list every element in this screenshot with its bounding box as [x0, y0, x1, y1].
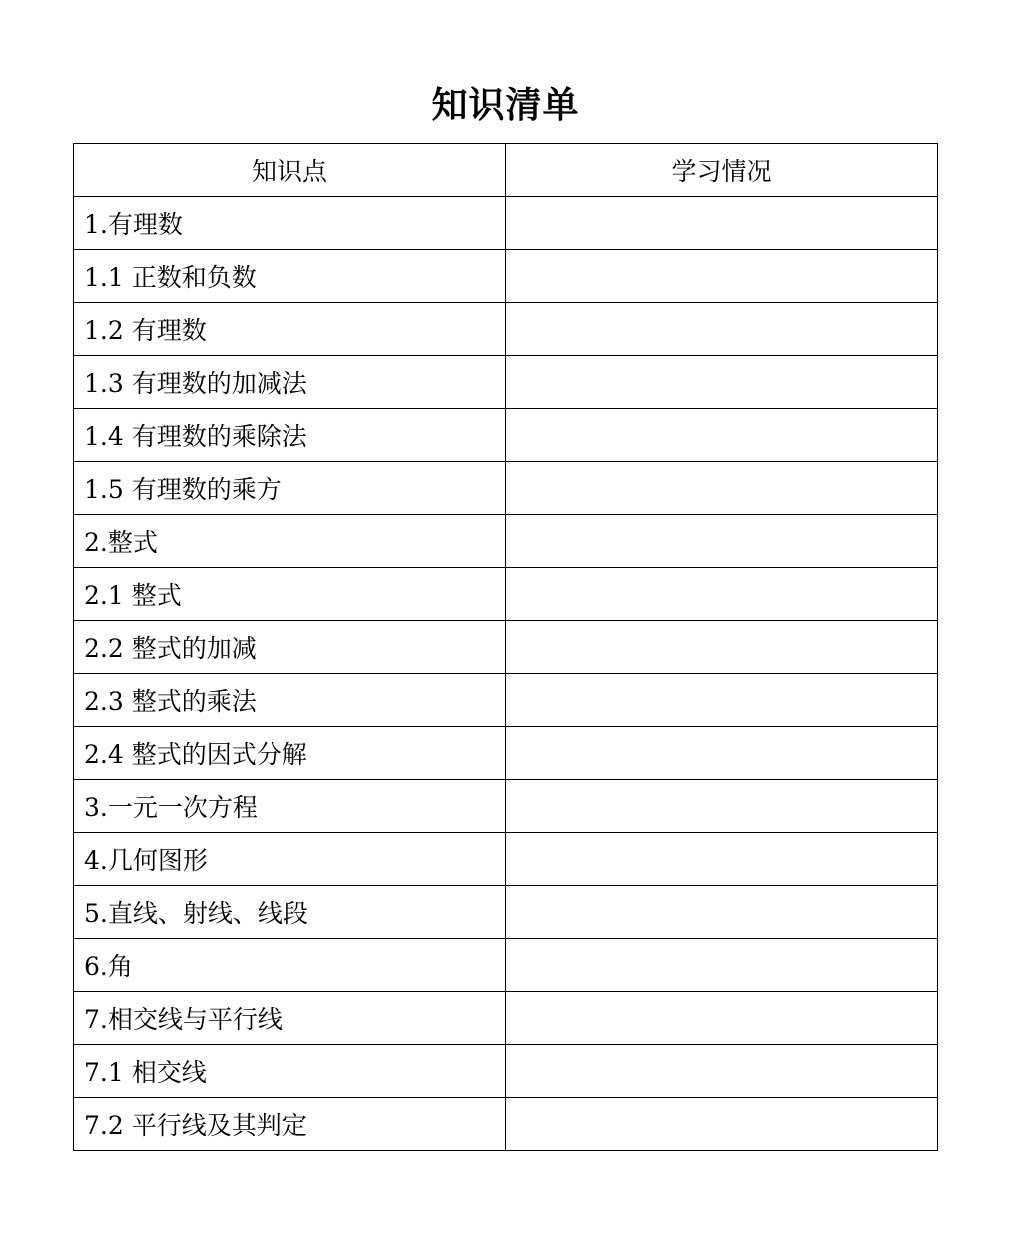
- topic-cell: 1.有理数: [74, 197, 506, 250]
- topic-cell: 2.3 整式的乘法: [74, 674, 506, 727]
- topic-cell: 2.4 整式的因式分解: [74, 727, 506, 780]
- status-cell[interactable]: [506, 356, 938, 409]
- table-row: [74, 568, 938, 621]
- status-cell[interactable]: [506, 833, 938, 886]
- table-row: [74, 674, 938, 727]
- status-cell[interactable]: [506, 250, 938, 303]
- table-row: [74, 780, 938, 833]
- topic-cell: 7.1 相交线: [74, 1045, 506, 1098]
- status-cell[interactable]: [506, 197, 938, 250]
- status-cell[interactable]: [506, 674, 938, 727]
- status-cell[interactable]: [506, 886, 938, 939]
- table-row: [74, 197, 938, 250]
- table-row: [74, 409, 938, 462]
- status-cell[interactable]: [506, 303, 938, 356]
- topic-cell: 5.直线、射线、线段: [74, 886, 506, 939]
- topic-cell: 1.3 有理数的加减法: [74, 356, 506, 409]
- table-row: [74, 356, 938, 409]
- table-row: [74, 727, 938, 780]
- topic-cell: 4.几何图形: [74, 833, 506, 886]
- topic-cell: 2.1 整式: [74, 568, 506, 621]
- table-row: [74, 1098, 938, 1151]
- table-row: [74, 939, 938, 992]
- status-cell[interactable]: [506, 992, 938, 1045]
- status-cell[interactable]: [506, 727, 938, 780]
- topic-cell: 1.5 有理数的乘方: [74, 462, 506, 515]
- topic-cell: 3.一元一次方程: [74, 780, 506, 833]
- topic-cell: 2.整式: [74, 515, 506, 568]
- status-cell[interactable]: [506, 621, 938, 674]
- topic-cell: 6.角: [74, 939, 506, 992]
- table-row: [74, 1045, 938, 1098]
- status-cell[interactable]: [506, 939, 938, 992]
- table-row: [74, 303, 938, 356]
- page-title: 知识清单: [431, 85, 580, 126]
- table-row: [74, 886, 938, 939]
- topic-cell: 1.1 正数和负数: [74, 250, 506, 303]
- table-row: [74, 992, 938, 1045]
- knowledge-checklist-table: [73, 143, 938, 1151]
- column-header-study-status: 学习情况: [506, 144, 938, 197]
- status-cell[interactable]: [506, 1045, 938, 1098]
- table-row: [74, 462, 938, 515]
- topic-cell: 1.4 有理数的乘除法: [74, 409, 506, 462]
- status-cell[interactable]: [506, 568, 938, 621]
- table-row: [74, 621, 938, 674]
- status-cell[interactable]: [506, 780, 938, 833]
- table-row: [74, 250, 938, 303]
- status-cell[interactable]: [506, 1098, 938, 1151]
- status-cell[interactable]: [506, 462, 938, 515]
- status-cell[interactable]: [506, 515, 938, 568]
- status-cell[interactable]: [506, 409, 938, 462]
- table-row: [74, 833, 938, 886]
- topic-cell: 7.2 平行线及其判定: [74, 1098, 506, 1151]
- table-row: [74, 515, 938, 568]
- table-header-row: [74, 144, 938, 197]
- column-header-knowledge-point: 知识点: [74, 144, 506, 197]
- topic-cell: 2.2 整式的加减: [74, 621, 506, 674]
- topic-cell: 1.2 有理数: [74, 303, 506, 356]
- topic-cell: 7.相交线与平行线: [74, 992, 506, 1045]
